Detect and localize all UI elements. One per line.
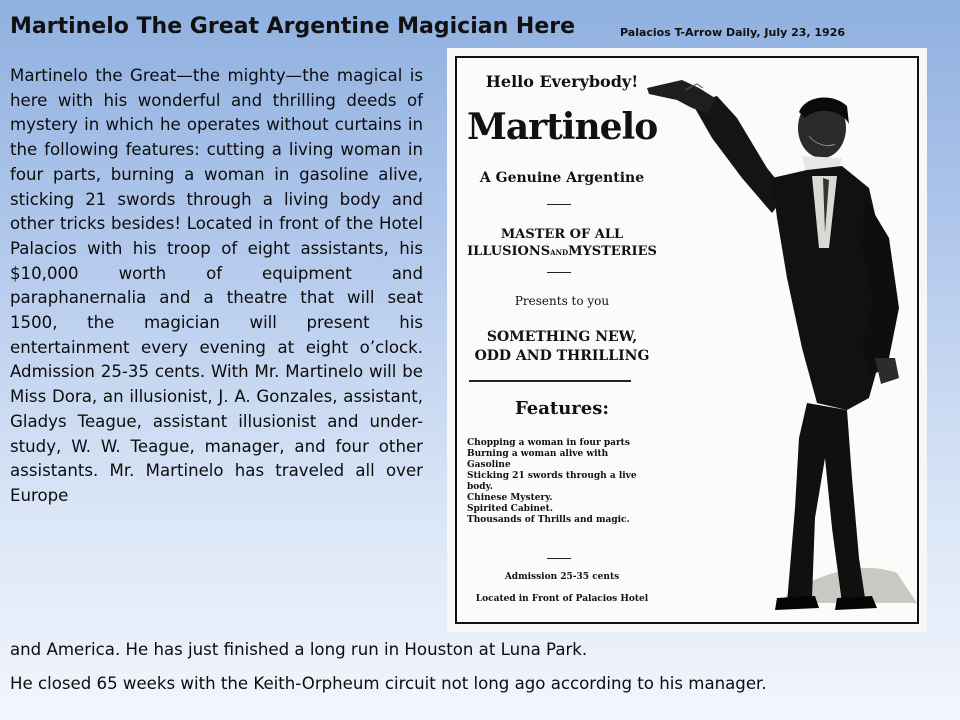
source-label: Palacios T-Arrow Daily, July 23, 1926	[620, 26, 846, 39]
newspaper-ad	[447, 48, 927, 632]
ad-and: AND	[550, 248, 569, 257]
article-paragraph: Martinelo the Great—the mighty—the magical is here with his wonderful and thrilling deeds of mystery in which he operates without curtains in the following features: cutting a living woman in four parts, burning a woman in gasoline alive, sticking 21 swords through a living body and other tricks besides! Located in front of the Hotel Palacios with his troop of eight assistants, his $10,000 worth of equipment and paraphanernalia and a theatre that will seat 1500, the magician will present his entertainment every evening at eight o’clock. Admission 25-35 cents. With Mr. Martinelo will be Miss Dora, an illusionist, J. A. Gonzales, assistant, Gladys Teague, assistant illusionist and under-study, W. W. Teague, manager, and four other assistants. Mr. Martinelo has traveled all over Europe	[10, 66, 423, 505]
ad-illusions: ILLUSIONS	[467, 244, 551, 259]
ad-feature-item: Chinese Mystery.	[467, 493, 553, 503]
ad-tagline-1: SOMETHING NEW,	[486, 329, 638, 345]
ad-feature-item: Sticking 21 swords through a live body.	[467, 471, 637, 492]
ad-name: Martinelo	[467, 106, 658, 148]
ad-location: Located in Front of Palacios Hotel	[475, 594, 649, 604]
slide-title: Martinelo The Great Argentine Magician Here	[10, 14, 576, 39]
ad-divider	[547, 558, 571, 559]
ad-master-line-2	[467, 243, 657, 261]
ad-feature-list	[467, 438, 642, 526]
magician-figure-illustration	[637, 58, 919, 624]
ad-features-heading: Features:	[514, 398, 610, 419]
ad-subtitle: A Genuine Argentine	[479, 170, 645, 186]
ad-feature-item: Spirited Cabinet.	[467, 504, 553, 514]
ad-tagline	[467, 328, 657, 366]
ad-feature-item: Chopping a woman in four parts	[467, 438, 630, 448]
ad-mysteries: MYSTERIES	[568, 244, 657, 259]
ad-divider	[547, 272, 571, 273]
ad-master-line-1: MASTER OF ALL	[500, 227, 624, 242]
ad-feature-item: Burning a woman alive with Gasoline	[467, 449, 609, 470]
article-line-3: He closed 65 weeks with the Keith-Orpheum circuit not long ago according to his manager.	[10, 674, 767, 693]
ad-feature-item: Thousands of Thrills and magic.	[467, 515, 630, 525]
ad-tagline-2: ODD AND THRILLING	[474, 348, 650, 364]
ad-rule	[469, 380, 631, 382]
ad-admission: Admission 25-35 cents	[504, 572, 620, 582]
ad-master-heading	[467, 226, 657, 261]
ad-border	[455, 56, 919, 624]
ad-greeting: Hello Everybody!	[485, 72, 639, 91]
article-line-2: and America. He has just finished a long run in Houston at Luna Park.	[10, 640, 588, 659]
ad-presents: Presents to you	[514, 294, 610, 308]
ad-divider	[547, 204, 571, 205]
